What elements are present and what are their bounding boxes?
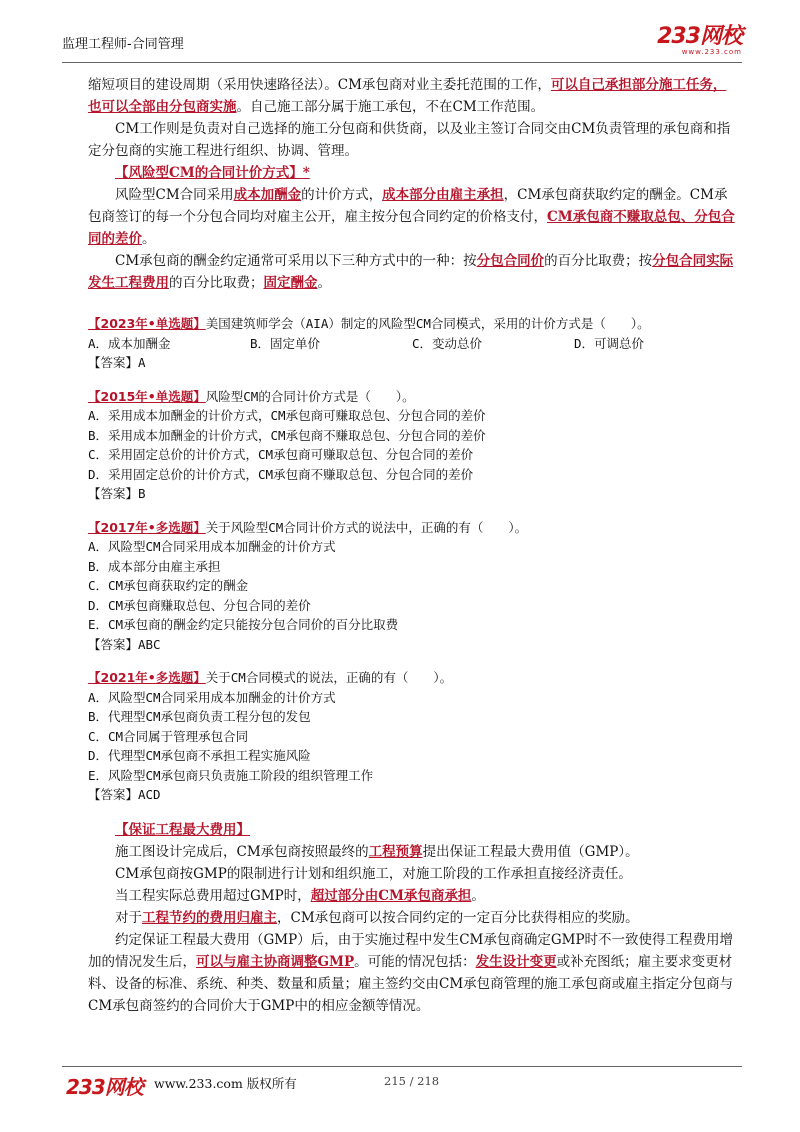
option: B．采用成本加酬金的计价方式，CM承包商不赚取总包、分包合同的差价 (88, 427, 486, 443)
logo-text: 233网校 (657, 24, 742, 49)
question-2015 (88, 387, 736, 504)
question-stem: 【2015年•单选题】风险型CM的合同计价方式是（ ）。 (88, 388, 415, 404)
answer: 【答案】ACD (88, 787, 161, 802)
paragraph-4: CM承包商的酬金约定通常可采用以下三种方式中的一种：按分包合同价的百分比取费；按分包合同实际发生工程费用的百分比取费；固定酬金。 (88, 253, 734, 291)
page-header (62, 18, 742, 63)
paragraph-3: 风险型CM合同采用成本加酬金的计价方式，成本部分由雇主承担，CM承包商获取约定的酬金。CM承包商签订的每一个分包合同均对雇主公开，雇主按分包合同约定的价格支付，CM承包商不赚取总包、分包合同的差价。 (88, 187, 735, 247)
question-2017 (88, 518, 736, 655)
logo-subtext: www.233.com (681, 48, 742, 56)
gmp-line-4: 对于工程节约的费用归雇主，CM承包商可以按合同约定的一定百分比获得相应的奖励。 (115, 909, 639, 926)
option: A．成本加酬金 (88, 335, 171, 351)
section-gmp (88, 819, 736, 1017)
question-2021 (88, 668, 736, 805)
highlight: 可以自己承担部分施工任务，也可以全部由分包商实施 (88, 77, 727, 115)
option: E．风险型CM承包商只负责施工阶段的组织管理工作 (88, 767, 374, 783)
option: B．代理型CM承包商负责工程分包的发包 (88, 709, 311, 724)
option: C．CM合同属于管理承包合同 (88, 728, 249, 744)
option: A．风险型CM合同采用成本加酬金的计价方式 (88, 689, 336, 705)
option: E．CM承包商的酬金约定只能按分包合同价的百分比取费 (88, 617, 399, 632)
gmp-line-5: 约定保证工程最大费用（GMP）后，由于实施过程中发生CM承包商确定GMP时不一致使得工程费用增加的情况发生后，可以与雇主协商调整GMP。可能的情况包括：发生设计变更或补充图纸；雇主要求变更材料、设备的标准、系统、种类、数量和质量；雇主签约交由CM承包商管理的施工承包商或雇主指定分包商与CM承包商签约的合同价大于GMP中的相应金额等情况。 (88, 931, 734, 1014)
option: C．采用固定总价的计价方式，CM承包商可赚取总包、分包合同的差价 (88, 447, 474, 462)
gmp-line-2: CM承包商按GMP的限制进行计划和组织施工，对施工阶段的工作承担直接经济责任。 (115, 865, 632, 882)
footer-logo[interactable]: 233网校 (66, 1075, 143, 1099)
option-row (88, 334, 736, 354)
option: C．CM承包商获取约定的酬金 (88, 578, 249, 593)
footer-site: www.233.com 版权所有 (154, 1076, 297, 1091)
answer: 【答案】ABC (88, 636, 161, 652)
question-stem: 【2023年•单选题】美国建筑师学会（AIA）制定的风险型CM合同模式，采用的计价方式是（ ）。 (88, 316, 650, 331)
gmp-line-3: 当工程实际总费用超过GMP时，超过部分由CM承包商承担。 (115, 887, 485, 904)
section-title-gmp: 【保证工程最大费用】 (115, 821, 250, 838)
option: B．成本部分由雇主承担 (88, 558, 221, 574)
paragraph-2: CM工作则是负责对自己选择的施工分包商和供货商，以及业主签订合同交由CM负责管理的承包商和指定分包商的实施工程进行组织、协调、管理。 (88, 121, 731, 159)
question-stem: 【2021年•多选题】关于CM合同模式的说法，正确的有（ ）。 (88, 670, 453, 685)
question-stem: 【2017年•多选题】关于风险型CM合同计价方式的说法中，正确的有（ ）。 (88, 519, 528, 535)
option: A．风险型CM合同采用成本加酬金的计价方式 (88, 539, 336, 554)
page-footer (62, 1066, 742, 1099)
option: D．代理型CM承包商不承担工程实施风险 (88, 748, 311, 763)
answer: 【答案】B (88, 486, 146, 501)
brand-logo[interactable] (657, 26, 742, 56)
option: D．CM承包商赚取总包、分包合同的差价 (88, 597, 311, 613)
gmp-line-1: 施工图设计完成后，CM承包商按照最终的工程预算提出保证工程最大费用值（GMP）。 (115, 843, 639, 860)
question-2023 (88, 314, 736, 373)
header-title: 监理工程师-合同管理 (62, 37, 184, 52)
option: B．固定单价 (250, 335, 321, 351)
page-number: 215 / 218 (384, 1074, 440, 1088)
answer: 【答案】A (88, 355, 146, 370)
option: D．采用固定总价的计价方式，CM承包商不赚取总包、分包合同的差价 (88, 466, 474, 482)
section-title-risk-cm: 【风险型CM的合同计价方式】* (115, 165, 310, 181)
document-body (88, 74, 736, 1017)
paragraph-1: 缩短项目的建设周期（采用快速路径法）。CM承包商对业主委托范围的工作，可以自己承担部分施工任务，也可以全部由分包商实施。自己施工部分属于施工承包，不在CM工作范围。 (88, 77, 727, 115)
option: D．可调总价 (574, 335, 645, 351)
option: C．变动总价 (412, 335, 483, 351)
option: A．采用成本加酬金的计价方式，CM承包商可赚取总包、分包合同的差价 (88, 408, 486, 423)
